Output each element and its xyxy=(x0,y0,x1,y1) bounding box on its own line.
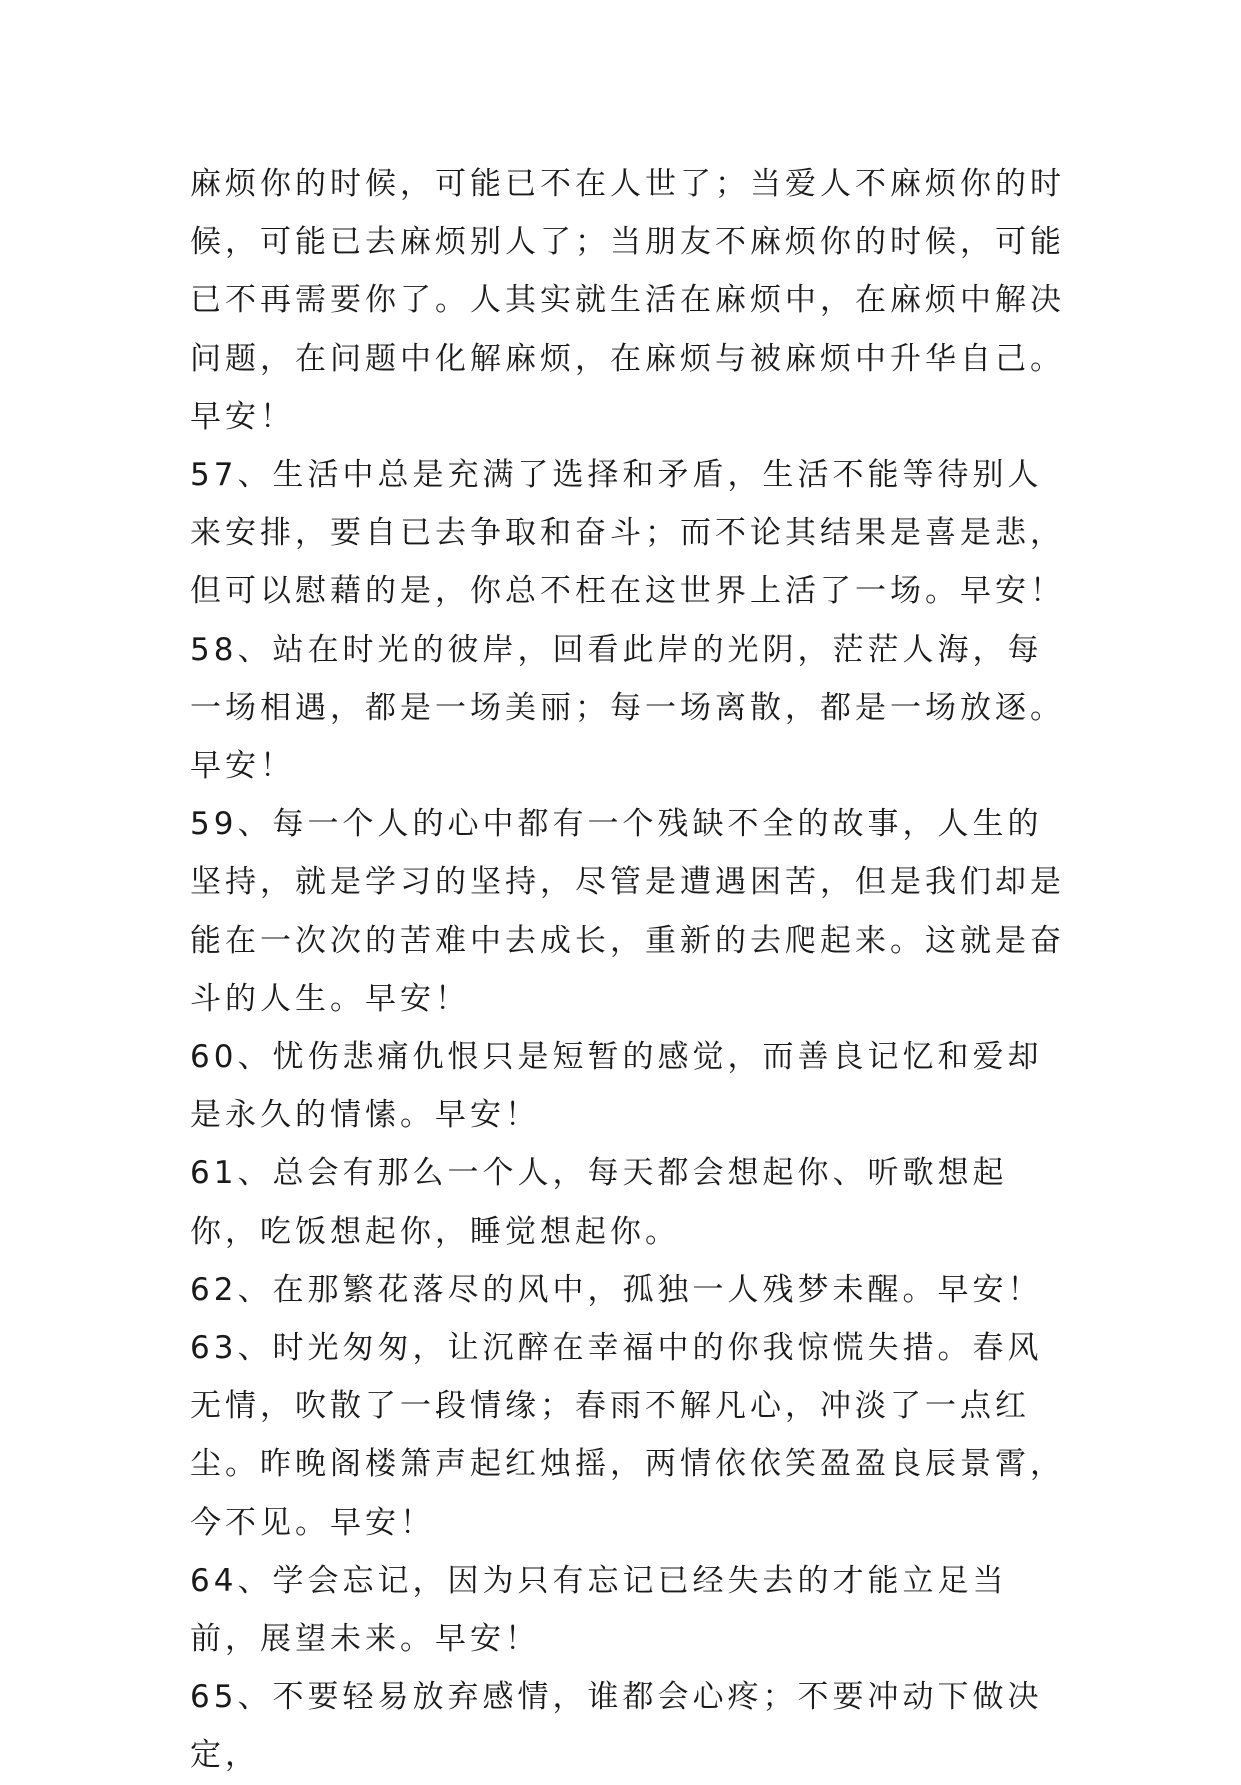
paragraph-57: 57、生活中总是充满了选择和矛盾，生活不能等待别人来安排，要自已去争取和奋斗；而不论其结果是喜是悲，但可以慰藉的是，你总不枉在这世界上活了一场。早安！ xyxy=(190,457,1065,610)
paragraph-63: 63、时光匆匆，让沉醉在幸福中的你我惊慌失措。春风无情，吹散了一段情缘；春雨不解凡心，冲淡了一点红尘。昨晚阁楼箫声起红烛摇，两情依依笑盈盈良辰景霄，今不见。早安！ xyxy=(190,1330,1065,1541)
paragraph-continued: 麻烦你的时候，可能已不在人世了；当爱人不麻烦你的时候，可能已去麻烦别人了；当朋友不麻烦你的时候，可能已不再需要你了。人其实就生活在麻烦中，在麻烦中解决问题，在问题中化解麻烦，在麻烦与被麻烦中升华自己。早安！ xyxy=(190,166,1065,435)
paragraph-62: 62、在那繁花落尽的风中，孤独一人残梦未醒。早安！ xyxy=(190,1271,1043,1308)
paragraph-65: 65、不要轻易放弃感情，谁都会心疼；不要冲动下做决定， xyxy=(190,1679,1043,1774)
paragraph-60: 60、忧伤悲痛仇恨只是短暂的感觉，而善良记忆和爱却是永久的情愫。早安！ xyxy=(190,1039,1043,1134)
paragraph-59: 59、每一个人的心中都有一个残缺不全的故事，人生的坚持，就是学习的坚持，尽管是遭遇困苦，但是我们却是能在一次次的苦难中去成长，重新的去爬起来。这就是奋斗的人生。早安！ xyxy=(190,806,1065,1017)
paragraph-58: 58、站在时光的彼岸，回看此岸的光阴，茫茫人海，每一场相遇，都是一场美丽；每一场离散，都是一场放逐。早安！ xyxy=(190,631,1065,785)
paragraph-64: 64、学会忘记，因为只有忘记已经失去的才能立足当前，展望未来。早安！ xyxy=(190,1562,1008,1658)
document-body xyxy=(190,155,1070,1785)
paragraph-61: 61、总会有那么一个人，每天都会想起你、听歌想起你，吃饭想起你，睡觉想起你。 xyxy=(190,1155,1008,1250)
